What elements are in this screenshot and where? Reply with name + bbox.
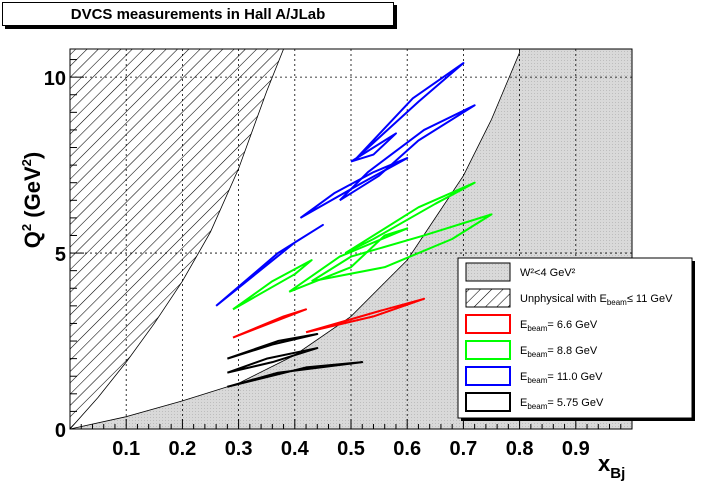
x-axis-title: $x_{Bj}$ [598,451,626,481]
x-tick-label: 0.7 [449,438,478,460]
legend-swatch-e88 [466,341,510,359]
y-axis-title: $Q^2$ (GeV$^2$) [19,151,45,249]
x-tick-label: 0.8 [505,438,534,460]
legend-label-e575: $E_{beam}= 5.75$ GeV [520,397,604,411]
y-tick-label: 10 [43,68,66,91]
y-tick-label: 0 [54,420,66,442]
x-tick-label: 0.5 [337,438,365,460]
x-tick-label: 0.2 [168,438,197,460]
legend-label-e110: $E_{beam}= 11.0$ GeV [520,371,603,385]
x-tick-label: 0.4 [280,438,309,460]
chart-title: DVCS measurements in Hall A/JLab [70,5,326,23]
legend-swatch-e66 [466,315,510,333]
legend-label-e88: $E_{beam}= 8.8$ GeV [520,345,598,359]
legend-label-w2: W²<4 GeV² [520,267,576,279]
x-tick-label: 0.3 [224,438,253,460]
legend-label-unphys: Unphysical with $E_{beam}\le 11$ GeV [520,293,673,307]
legend-swatch-w2 [466,263,510,281]
x-tick-label: 0.1 [112,438,141,460]
x-tick-label: 0.6 [393,438,422,460]
y-tick-label: 5 [54,244,66,267]
legend-swatch-e110 [466,367,510,385]
x-tick-label: 0.9 [561,438,590,460]
legend-label-e66: $E_{beam}= 6.6$ GeV [520,319,598,333]
legend-swatch-e575 [466,393,510,411]
legend-swatch-unphys [466,289,510,307]
legend [458,258,695,421]
